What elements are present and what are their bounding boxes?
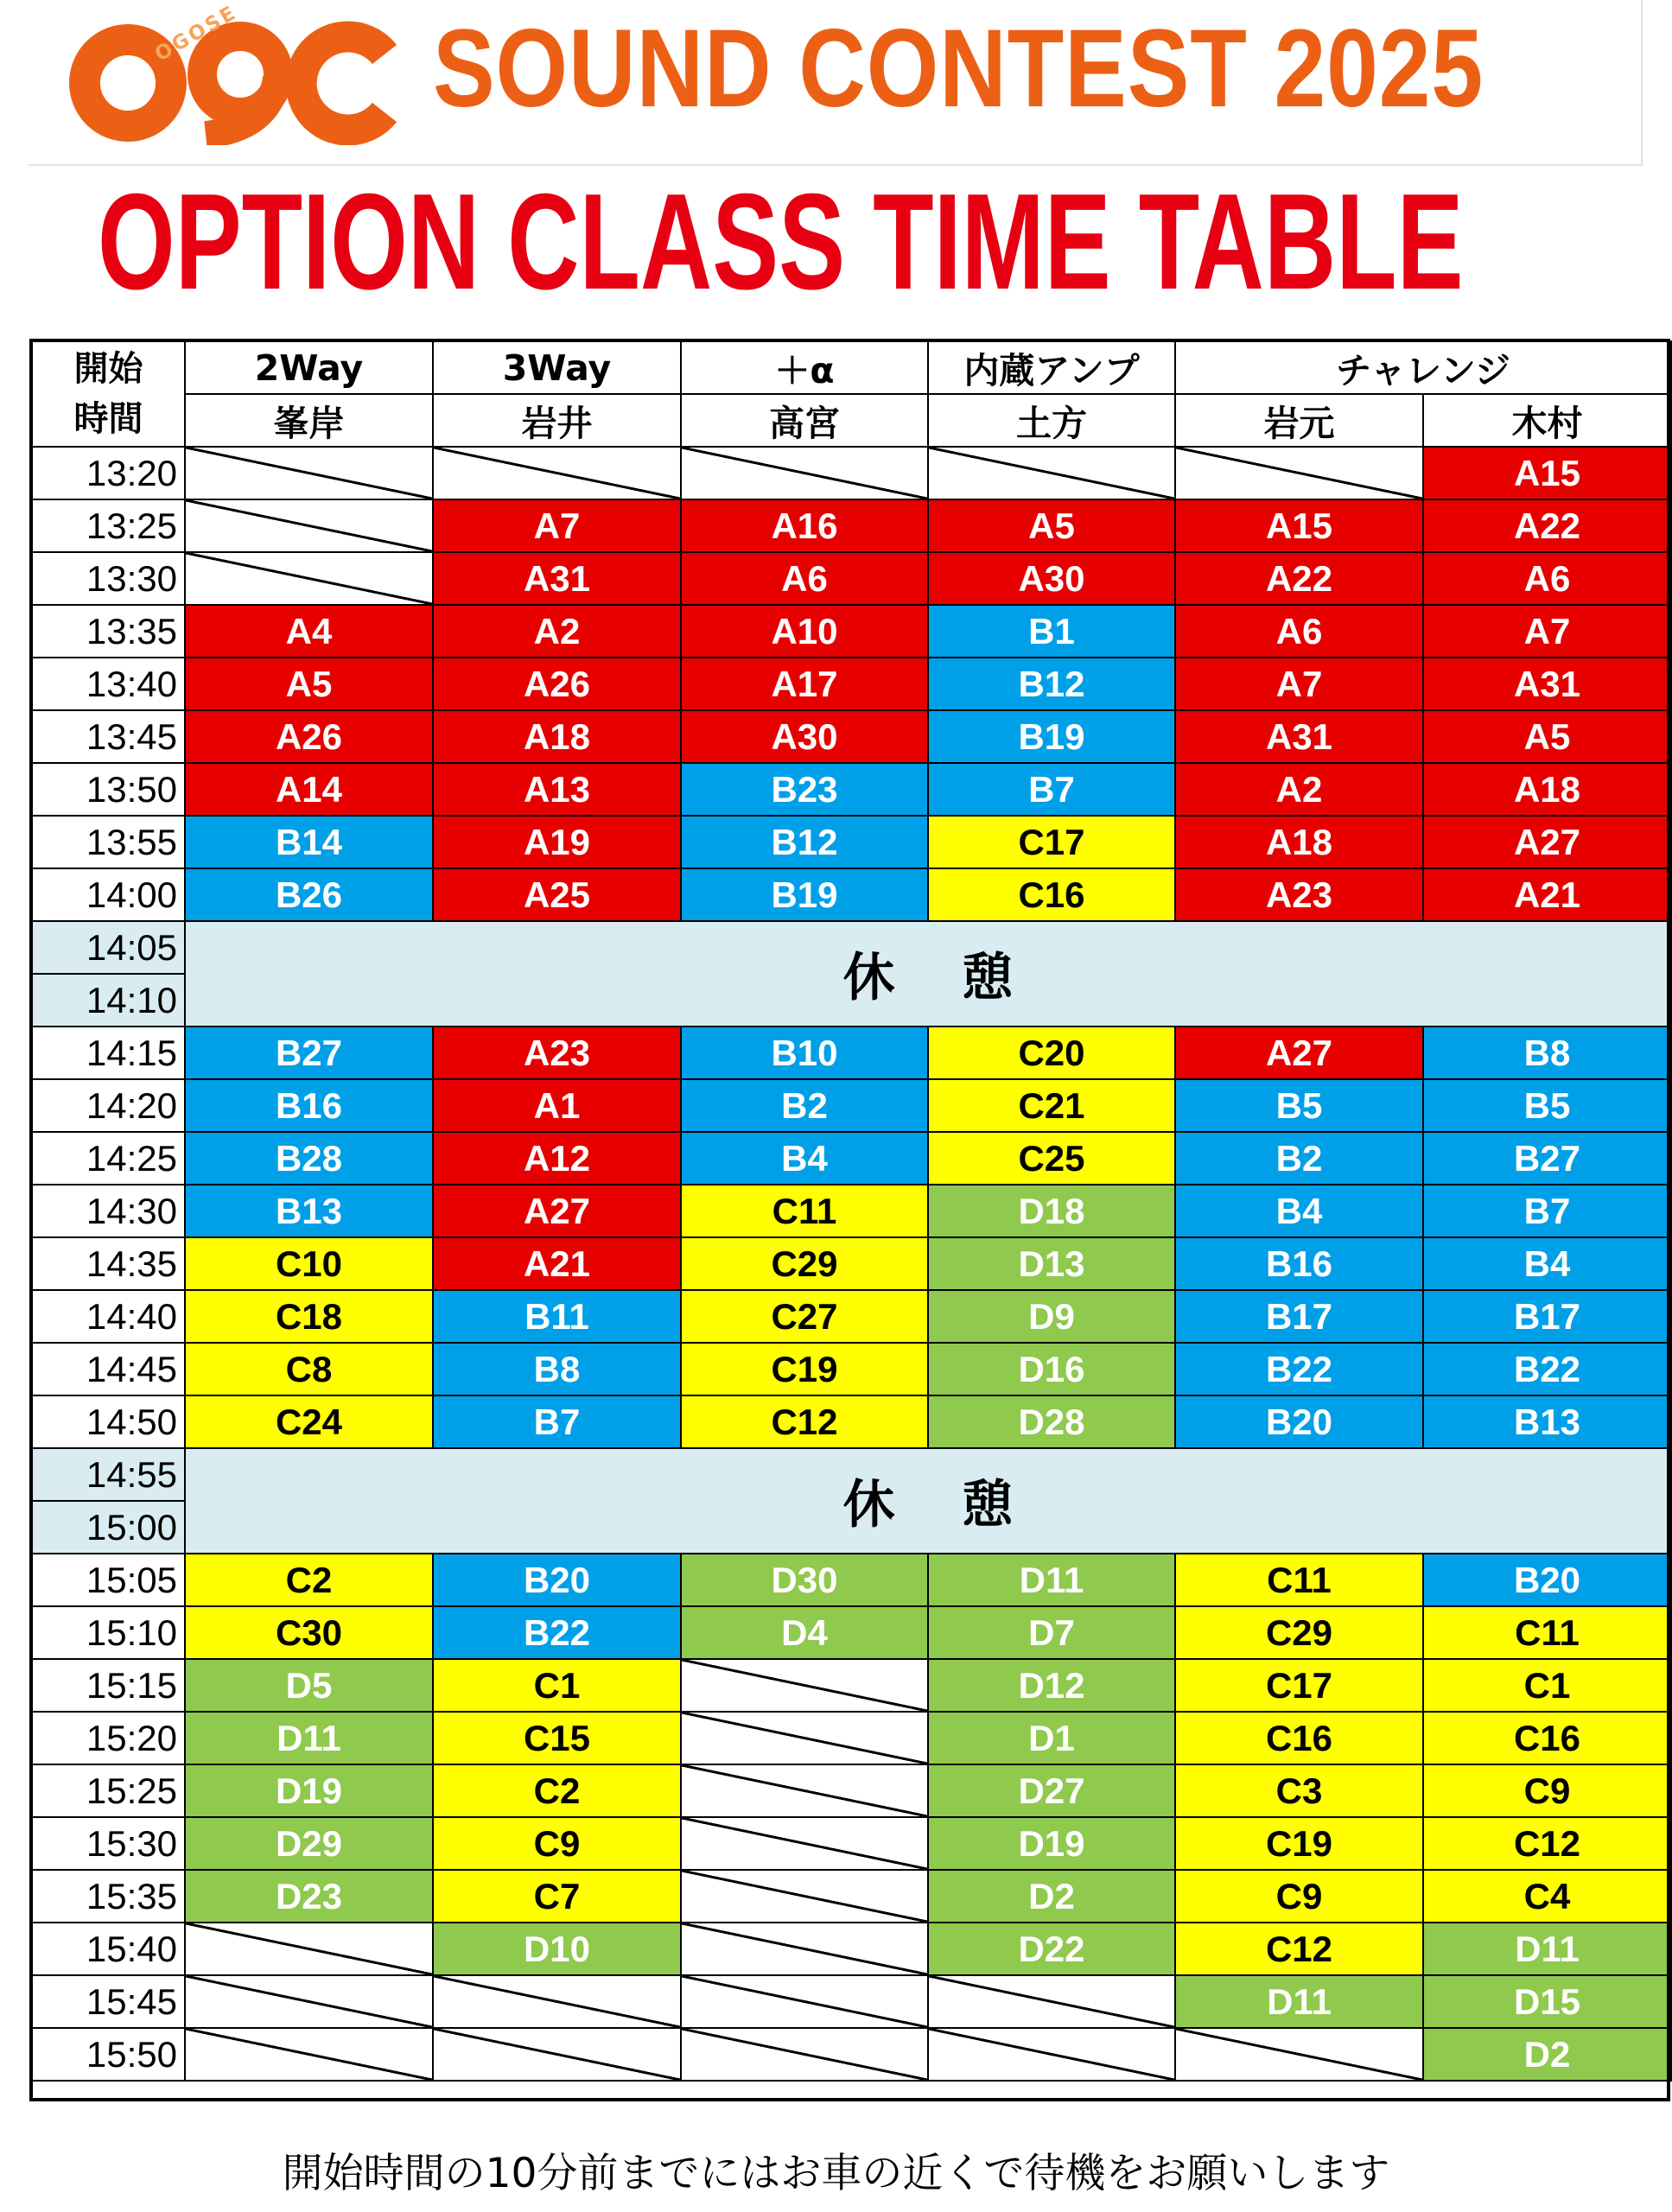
entry-slot: B14 — [185, 816, 433, 868]
time-cell: 13:20 — [32, 447, 185, 499]
entry-slot: C12 — [681, 1395, 928, 1448]
entry-slot: C10 — [185, 1237, 433, 1290]
entry-slot: C24 — [185, 1395, 433, 1448]
entry-slot: A18 — [1423, 763, 1671, 816]
time-cell: 14:20 — [32, 1079, 185, 1132]
entry-slot: A21 — [1423, 868, 1671, 921]
entry-slot: D2 — [928, 1870, 1175, 1923]
entry-slot: C8 — [185, 1343, 433, 1395]
table-row — [32, 1870, 1671, 1923]
time-cell: 13:45 — [32, 710, 185, 763]
entry-slot: A5 — [185, 658, 433, 710]
empty-slot — [185, 447, 433, 499]
entry-slot: C2 — [185, 1554, 433, 1606]
entry-slot: B13 — [185, 1185, 433, 1237]
empty-slot — [681, 1764, 928, 1817]
entry-slot: A6 — [681, 552, 928, 605]
entry-slot: B20 — [433, 1554, 681, 1606]
entry-slot: D28 — [928, 1395, 1175, 1448]
entry-slot: A27 — [1423, 816, 1671, 868]
time-cell: 13:40 — [32, 658, 185, 710]
entry-slot: A15 — [1175, 499, 1423, 552]
time-cell: 15:20 — [32, 1712, 185, 1764]
time-cell: 13:30 — [32, 552, 185, 605]
judge-header: 土方 — [928, 394, 1175, 447]
entry-slot: C17 — [928, 816, 1175, 868]
entry-slot: C9 — [1175, 1870, 1423, 1923]
entry-slot: B4 — [1423, 1237, 1671, 1290]
time-header-line2: 時間 — [73, 399, 143, 439]
empty-slot — [433, 2028, 681, 2081]
entry-slot: A7 — [433, 499, 681, 552]
entry-slot: D11 — [1423, 1923, 1671, 1975]
judge-header: 峯岸 — [185, 394, 433, 447]
entry-slot: B28 — [185, 1132, 433, 1185]
table-row — [32, 447, 1671, 499]
entry-slot: C17 — [1175, 1659, 1423, 1712]
entry-slot: C16 — [1423, 1712, 1671, 1764]
empty-slot — [185, 1923, 433, 1975]
entry-slot: D7 — [928, 1606, 1175, 1659]
entry-slot: A27 — [1175, 1027, 1423, 1079]
entry-slot: D4 — [681, 1606, 928, 1659]
entry-slot: A16 — [681, 499, 928, 552]
entry-slot: D16 — [928, 1343, 1175, 1395]
table-row — [32, 1975, 1671, 2028]
entry-slot: C11 — [1423, 1606, 1671, 1659]
time-cell: 14:35 — [32, 1237, 185, 1290]
empty-slot — [681, 1975, 928, 2028]
table-row — [32, 710, 1671, 763]
entry-slot: A31 — [1423, 658, 1671, 710]
entry-slot: B8 — [433, 1343, 681, 1395]
entry-slot: D11 — [928, 1554, 1175, 1606]
entry-slot: C11 — [1175, 1554, 1423, 1606]
entry-slot: B26 — [185, 868, 433, 921]
empty-slot — [681, 1712, 928, 1764]
entry-slot: D30 — [681, 1554, 928, 1606]
entry-slot: C9 — [433, 1817, 681, 1870]
entry-slot: B5 — [1423, 1079, 1671, 1132]
judge-header: 高宮 — [681, 394, 928, 447]
entry-slot: A2 — [1175, 763, 1423, 816]
entry-slot: D22 — [928, 1923, 1175, 1975]
time-header — [32, 341, 185, 447]
entry-slot: B19 — [681, 868, 928, 921]
table-row — [32, 1237, 1671, 1290]
empty-slot — [928, 1975, 1175, 2028]
table-row — [32, 868, 1671, 921]
page-title: OPTION CLASS TIME TABLE — [98, 166, 1464, 318]
entry-slot: A6 — [1423, 552, 1671, 605]
entry-slot: D9 — [928, 1290, 1175, 1343]
table-row — [32, 552, 1671, 605]
category-header: 2Way — [185, 341, 433, 394]
entry-slot: A17 — [681, 658, 928, 710]
entry-slot: B2 — [1175, 1132, 1423, 1185]
empty-slot — [185, 2028, 433, 2081]
empty-slot — [928, 447, 1175, 499]
entry-slot: A1 — [433, 1079, 681, 1132]
entry-slot: A22 — [1175, 552, 1423, 605]
time-cell: 15:35 — [32, 1870, 185, 1923]
entry-slot: B12 — [681, 816, 928, 868]
empty-slot — [185, 1975, 433, 2028]
entry-slot: B8 — [1423, 1027, 1671, 1079]
table-row — [32, 1606, 1671, 1659]
table-row — [32, 2028, 1671, 2081]
entry-slot: C2 — [433, 1764, 681, 1817]
entry-slot: D29 — [185, 1817, 433, 1870]
entry-slot: C25 — [928, 1132, 1175, 1185]
empty-slot — [681, 1870, 928, 1923]
time-cell: 14:10 — [32, 974, 185, 1027]
time-cell: 15:50 — [32, 2028, 185, 2081]
entry-slot: C18 — [185, 1290, 433, 1343]
empty-slot — [1175, 2028, 1423, 2081]
entry-slot: A22 — [1423, 499, 1671, 552]
table-row — [32, 499, 1671, 552]
table-row — [32, 763, 1671, 816]
time-cell: 15:05 — [32, 1554, 185, 1606]
entry-slot: C21 — [928, 1079, 1175, 1132]
time-cell: 13:55 — [32, 816, 185, 868]
entry-slot: C19 — [681, 1343, 928, 1395]
entry-slot: B4 — [1175, 1185, 1423, 1237]
entry-slot: C12 — [1175, 1923, 1423, 1975]
time-cell: 14:15 — [32, 1027, 185, 1079]
entry-slot: B27 — [1423, 1132, 1671, 1185]
entry-slot: B22 — [433, 1606, 681, 1659]
table-row — [32, 1395, 1671, 1448]
time-cell: 14:05 — [32, 921, 185, 974]
entry-slot: C20 — [928, 1027, 1175, 1079]
ogose-o9c-logo — [63, 1, 404, 145]
timetable-body — [32, 447, 1671, 2081]
entry-slot: A14 — [185, 763, 433, 816]
entry-slot: B20 — [1423, 1554, 1671, 1606]
empty-slot — [681, 1923, 928, 1975]
time-cell: 13:25 — [32, 499, 185, 552]
table-row — [32, 1712, 1671, 1764]
category-header: 内蔵アンプ — [928, 341, 1175, 394]
entry-slot: A23 — [1175, 868, 1423, 921]
time-cell: 14:45 — [32, 1343, 185, 1395]
entry-slot: A18 — [433, 710, 681, 763]
table-row — [32, 816, 1671, 868]
category-header: ＋α — [681, 341, 928, 394]
entry-slot: C3 — [1175, 1764, 1423, 1817]
entry-slot: B1 — [928, 605, 1175, 658]
entry-slot: A13 — [433, 763, 681, 816]
entry-slot: D2 — [1423, 2028, 1671, 2081]
entry-slot: D11 — [1175, 1975, 1423, 2028]
header-banner — [29, 0, 1643, 166]
entry-slot: B22 — [1175, 1343, 1423, 1395]
table-row — [32, 658, 1671, 710]
entry-slot: C27 — [681, 1290, 928, 1343]
empty-slot — [433, 1975, 681, 2028]
entry-slot: A6 — [1175, 605, 1423, 658]
empty-slot — [185, 499, 433, 552]
entry-slot: C15 — [433, 1712, 681, 1764]
time-cell: 14:30 — [32, 1185, 185, 1237]
time-cell: 15:10 — [32, 1606, 185, 1659]
entry-slot: A19 — [433, 816, 681, 868]
entry-slot: A25 — [433, 868, 681, 921]
time-cell: 14:40 — [32, 1290, 185, 1343]
entry-slot: A5 — [1423, 710, 1671, 763]
entry-slot: D15 — [1423, 1975, 1671, 2028]
break-cell: 休 憩 — [185, 1448, 1671, 1554]
entry-slot: D19 — [185, 1764, 433, 1817]
entry-slot: A31 — [1175, 710, 1423, 763]
table-row — [32, 921, 1671, 974]
entry-slot: D11 — [185, 1712, 433, 1764]
empty-slot — [1175, 447, 1423, 499]
entry-slot: D5 — [185, 1659, 433, 1712]
entry-slot: C9 — [1423, 1764, 1671, 1817]
entry-slot: A30 — [681, 710, 928, 763]
entry-slot: B19 — [928, 710, 1175, 763]
footer-note: 開始時間の10分前までにはお車の近くで待機をお願いします — [282, 2150, 1390, 2197]
table-row — [32, 1817, 1671, 1870]
time-cell: 14:25 — [32, 1132, 185, 1185]
entry-slot: B20 — [1175, 1395, 1423, 1448]
table-row — [32, 1079, 1671, 1132]
entry-slot: B17 — [1423, 1290, 1671, 1343]
time-cell: 14:55 — [32, 1448, 185, 1501]
time-cell: 14:50 — [32, 1395, 185, 1448]
table-row — [32, 1764, 1671, 1817]
category-header: チャレンジ — [1175, 341, 1671, 394]
entry-slot: C16 — [1175, 1712, 1423, 1764]
entry-slot: C1 — [1423, 1659, 1671, 1712]
entry-slot: A10 — [681, 605, 928, 658]
break-cell: 休 憩 — [185, 921, 1671, 1027]
entry-slot: B7 — [433, 1395, 681, 1448]
time-header-line1: 開始 — [73, 349, 143, 389]
table-row — [32, 1290, 1671, 1343]
empty-slot — [928, 2028, 1175, 2081]
entry-slot: B7 — [928, 763, 1175, 816]
entry-slot: C16 — [928, 868, 1175, 921]
table-row — [32, 1659, 1671, 1712]
entry-slot: B12 — [928, 658, 1175, 710]
entry-slot: A31 — [433, 552, 681, 605]
empty-slot — [681, 1817, 928, 1870]
time-cell: 14:00 — [32, 868, 185, 921]
judge-header: 岩井 — [433, 394, 681, 447]
entry-slot: A7 — [1175, 658, 1423, 710]
empty-slot — [681, 447, 928, 499]
time-cell: 15:25 — [32, 1764, 185, 1817]
table-row — [32, 1185, 1671, 1237]
entry-slot: D19 — [928, 1817, 1175, 1870]
entry-slot: D10 — [433, 1923, 681, 1975]
time-cell: 15:00 — [32, 1501, 185, 1554]
entry-slot: C19 — [1175, 1817, 1423, 1870]
entry-slot: D12 — [928, 1659, 1175, 1712]
entry-slot: B11 — [433, 1290, 681, 1343]
entry-slot: D18 — [928, 1185, 1175, 1237]
entry-slot: A30 — [928, 552, 1175, 605]
entry-slot: B17 — [1175, 1290, 1423, 1343]
entry-slot: C12 — [1423, 1817, 1671, 1870]
entry-slot: A5 — [928, 499, 1175, 552]
entry-slot: D1 — [928, 1712, 1175, 1764]
entry-slot: B13 — [1423, 1395, 1671, 1448]
time-cell: 15:40 — [32, 1923, 185, 1975]
entry-slot: B10 — [681, 1027, 928, 1079]
time-cell: 15:15 — [32, 1659, 185, 1712]
entry-slot: B16 — [1175, 1237, 1423, 1290]
entry-slot: B7 — [1423, 1185, 1671, 1237]
time-cell: 13:50 — [32, 763, 185, 816]
table-row — [32, 1923, 1671, 1975]
entry-slot: D13 — [928, 1237, 1175, 1290]
entry-slot: C7 — [433, 1870, 681, 1923]
table-row — [32, 1132, 1671, 1185]
entry-slot: A21 — [433, 1237, 681, 1290]
entry-slot: B5 — [1175, 1079, 1423, 1132]
judge-header: 木村 — [1423, 394, 1671, 447]
empty-slot — [681, 1659, 928, 1712]
empty-slot — [185, 552, 433, 605]
entry-slot: C29 — [681, 1237, 928, 1290]
contest-title: SOUND CONTEST 2025 — [433, 7, 1484, 130]
table-row — [32, 1554, 1671, 1606]
entry-slot: D23 — [185, 1870, 433, 1923]
entry-slot: A2 — [433, 605, 681, 658]
entry-slot: A23 — [433, 1027, 681, 1079]
timetable — [31, 340, 1672, 2082]
category-header: 3Way — [433, 341, 681, 394]
entry-slot: C1 — [433, 1659, 681, 1712]
entry-slot: B4 — [681, 1132, 928, 1185]
entry-slot: A26 — [433, 658, 681, 710]
entry-slot: A15 — [1423, 447, 1671, 499]
table-row — [32, 1343, 1671, 1395]
entry-slot: B16 — [185, 1079, 433, 1132]
entry-slot: C11 — [681, 1185, 928, 1237]
time-cell: 13:35 — [32, 605, 185, 658]
entry-slot: D27 — [928, 1764, 1175, 1817]
entry-slot: B23 — [681, 763, 928, 816]
entry-slot: A7 — [1423, 605, 1671, 658]
entry-slot: A4 — [185, 605, 433, 658]
entry-slot: A26 — [185, 710, 433, 763]
entry-slot: A27 — [433, 1185, 681, 1237]
entry-slot: B22 — [1423, 1343, 1671, 1395]
entry-slot: C29 — [1175, 1606, 1423, 1659]
entry-slot: C30 — [185, 1606, 433, 1659]
entry-slot: B2 — [681, 1079, 928, 1132]
entry-slot: B27 — [185, 1027, 433, 1079]
judge-header: 岩元 — [1175, 394, 1423, 447]
entry-slot: C4 — [1423, 1870, 1671, 1923]
table-row — [32, 1027, 1671, 1079]
empty-slot — [433, 447, 681, 499]
table-row — [32, 1448, 1671, 1501]
entry-slot: A18 — [1175, 816, 1423, 868]
table-row — [32, 605, 1671, 658]
time-cell: 15:30 — [32, 1817, 185, 1870]
logo-small-text: OGOSE — [151, 1, 242, 67]
entry-slot: A12 — [433, 1132, 681, 1185]
empty-slot — [681, 2028, 928, 2081]
time-cell: 15:45 — [32, 1975, 185, 2028]
